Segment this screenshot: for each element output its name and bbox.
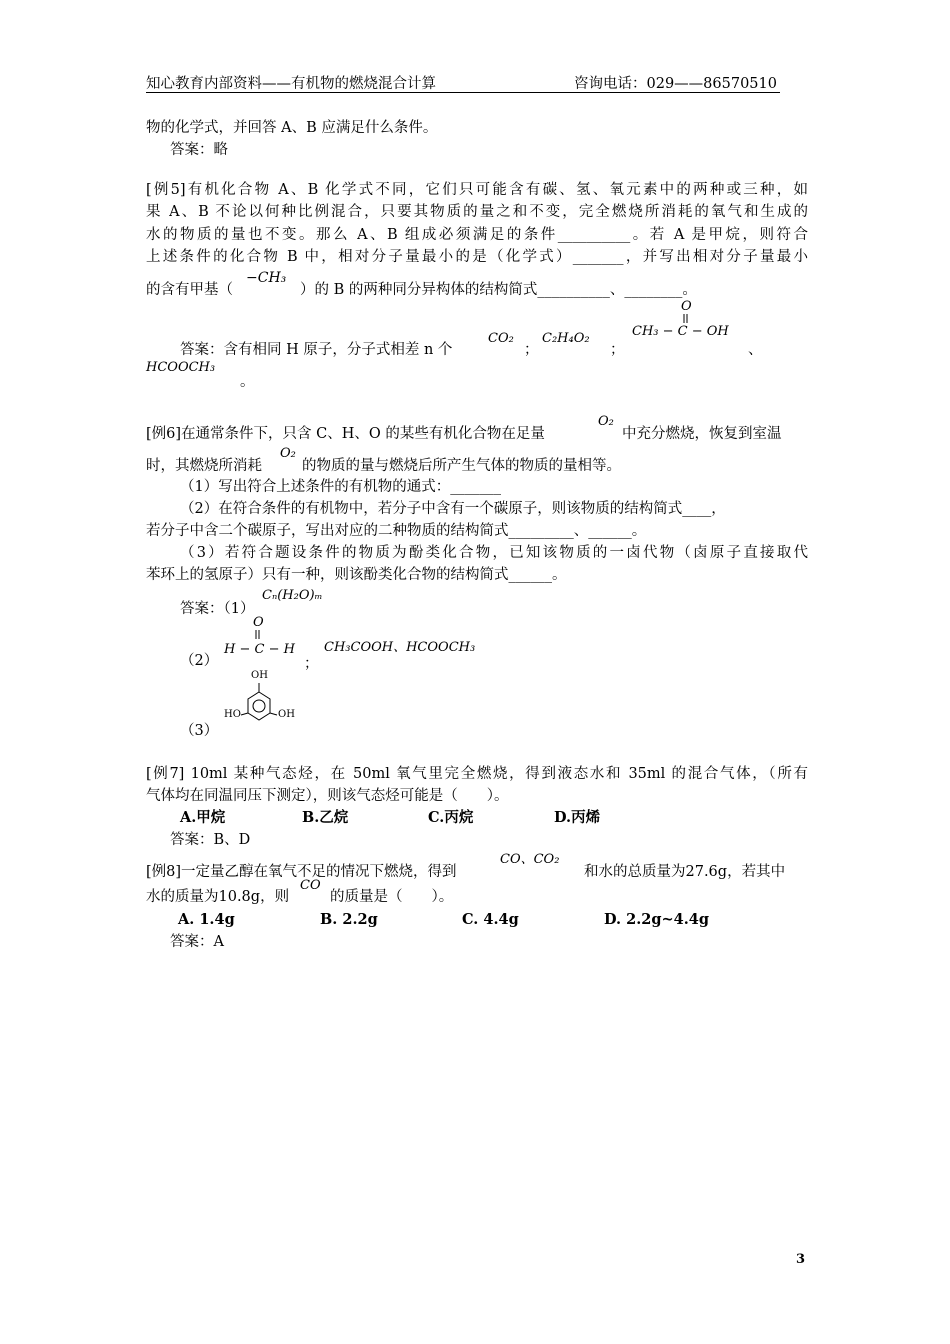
ex5-answer-dun: 、: [748, 342, 763, 358]
ex6-line1a: [例6]在通常条件下，只含 C、H、O 的某些有机化合物在足量: [146, 426, 545, 442]
ex8-line1b: 和水的总质量为27.6g，若其中: [584, 864, 786, 880]
header-phone: 咨询电话：029——86570510: [574, 76, 777, 92]
ex6-q3a: （3）若符合题设条件的物质为酚类化合物，已知该物质的一卤代物（卤原子直接取代: [180, 545, 808, 561]
ex5-line5a: 的含有甲基（: [146, 282, 233, 298]
ex8-line2a: 水的质量为10.8g，则: [146, 889, 290, 905]
ex5-answer-sep1: ；: [524, 342, 539, 358]
ex7-option-b: B.乙烷: [302, 809, 349, 826]
ex8-answer: 答案：A: [170, 934, 224, 950]
phenol-oh-left: HO: [224, 709, 241, 720]
ex7-line2: 气体均在同温同压下测定），则该气态烃可能是（ ）。: [146, 788, 509, 804]
ex6-ans1-formula: Cₙ(H₂O)ₘ: [262, 588, 323, 603]
ex6-ans2-others: CH₃COOH、HCOOCH₃: [324, 640, 476, 655]
ex5-line1: [例5]有机化合物 A、B 化学式不同，它们只可能含有碳、氢、氧元素中的两种或三种，如: [146, 182, 808, 198]
ex5-answer-co2: CO₂: [488, 331, 514, 346]
ex6-q1: （1）写出符合上述条件的有机物的通式：_______: [180, 479, 501, 495]
ex8-co-co2: CO、CO₂: [500, 852, 560, 867]
formaldehyde-structure: H − C − H: [224, 642, 295, 657]
ex6-ans2-label: （2）: [180, 653, 219, 669]
ex8-option-c: C. 4.4g: [462, 911, 519, 928]
acetic-acid-carbonyl-o: O: [681, 299, 692, 314]
phenol-structure: [224, 672, 300, 728]
ex5-answer-c2h4o2: C₂H₄O₂: [542, 331, 590, 346]
benzene-ring: [224, 672, 300, 728]
ex6-line2b: 的物质的量与燃烧后所产生气体的物质的量相等。: [302, 458, 621, 474]
ex6-ans1-label: 答案：（1）: [180, 601, 255, 617]
formaldehyde-double-bond: [252, 630, 264, 640]
page-header: [146, 70, 780, 93]
ex8-option-a: A. 1.4g: [178, 911, 235, 928]
ex6-q2b: 若分子中含二个碳原子，写出对应的二种物质的结构简式_________、______。: [146, 523, 647, 539]
methyl-formula: −CH₃: [246, 270, 287, 286]
ex6-o2-b: O₂: [280, 446, 296, 461]
header-title: 知心教育内部资料——有机物的燃烧混合计算: [146, 76, 436, 92]
phenol-oh-top: OH: [251, 670, 268, 681]
ex7-option-d: D.丙烯: [554, 809, 601, 826]
ex6-o2-a: O₂: [598, 414, 614, 429]
ex6-line1b: 中充分燃烧，恢复到室温: [622, 426, 782, 442]
ex6-ans3-label: （3）: [180, 723, 219, 739]
ex7-line1: [146, 764, 808, 784]
ex5-line3: 水的物质的量也不变。那么 A、B 组成必须满足的条件__________。若 A 是甲烷，则符合: [146, 227, 808, 243]
ex8-co: CO: [300, 878, 321, 893]
ex7-line1-text: [例7] 10ml 某种气态烃，在 50ml 氧气里完全燃烧，得到液态水和 35ml 的混合气体，（所有: [146, 766, 808, 782]
ex8-option-d: D. 2.2g~4.4g: [604, 911, 710, 928]
continuation-line: 物的化学式，并回答 A、B 应满足什么条件。: [146, 120, 438, 136]
ex6-q3b: 苯环上的氢原子）只有一种，则该酚类化合物的结构简式______。: [146, 567, 567, 583]
page-number: 3: [796, 1252, 806, 1267]
ex6-line2a: 时，其燃烧所消耗: [146, 458, 262, 474]
ex8-line2b: 的质量是（ ）。: [330, 889, 454, 905]
formaldehyde-carbonyl-o: O: [253, 615, 264, 630]
ex8-option-b: B. 2.2g: [320, 911, 378, 928]
ex8-line1a: [例8]一定量乙醇在氧气不足的情况下燃烧，得到: [146, 864, 457, 880]
acetic-acid-structure: CH₃ − C − OH: [632, 324, 729, 339]
ex7-option-c: C.丙烷: [428, 809, 474, 826]
ex6-ans2-sep: ；: [304, 656, 319, 672]
phenol-oh-right: OH: [278, 709, 295, 720]
continuation-answer: 答案：略: [170, 142, 228, 158]
ex6-q2a: （2）在符合条件的有机物中，若分子中含有一个碳原子，则该物质的结构简式____，: [180, 501, 726, 517]
ex5-answer-sep2: ；: [610, 342, 625, 358]
ex5-line4: 上述条件的化合物 B 中，相对分子量最小的是（化学式）_______，并写出相对分子量最小: [146, 249, 808, 265]
ex5-answer-end: 。: [240, 374, 255, 390]
ex5-line2: 果 A、B 不论以何种比例混合，只要其物质的量之和不变，完全燃烧所消耗的氧气和生成的: [146, 204, 808, 220]
ex7-answer: 答案：B、D: [170, 832, 251, 848]
ex7-option-a: A.甲烷: [180, 809, 226, 826]
ex5-line5b: ）的 B 的两种同分异构体的结构简式__________、________。: [300, 282, 697, 298]
ex5-answer-ester: HCOOCH₃: [146, 360, 216, 375]
ex5-answer-text: 答案：含有相同 H 原子，分子式相差 n 个: [180, 342, 453, 358]
